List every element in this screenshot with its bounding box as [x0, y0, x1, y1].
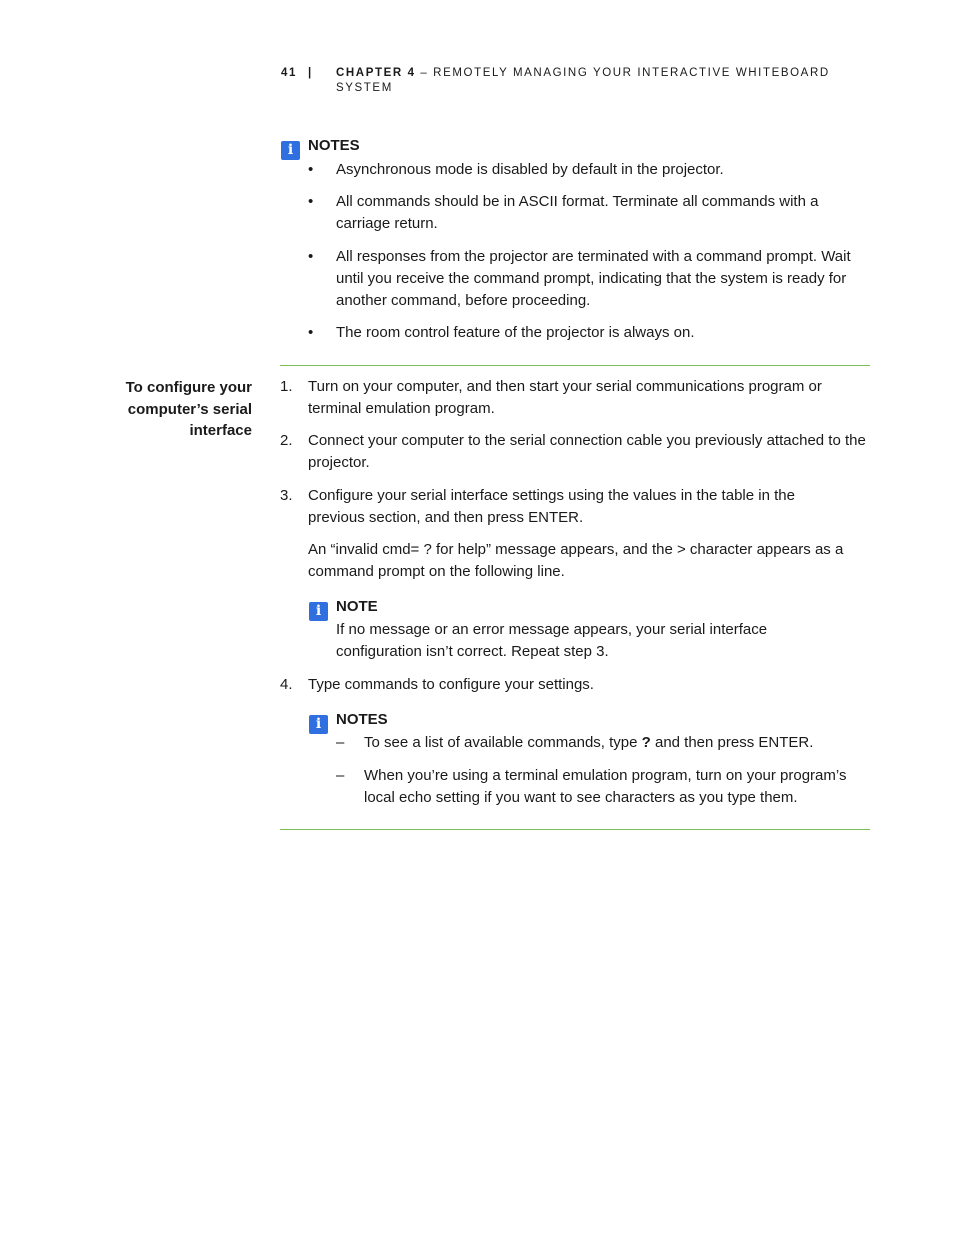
step-text: Type commands to configure your settings. — [308, 676, 594, 693]
dash-marker: – — [336, 767, 345, 784]
dash-marker: – — [336, 734, 345, 751]
note-item-text: To see a list of available commands, type — [364, 734, 642, 751]
bullet-marker: • — [308, 324, 314, 341]
note-item: All responses from the projector are terminated with a command prompt. Wait until you receive the command prompt, indicating that the system is ready for another command, before proceeding. — [336, 248, 851, 309]
page-number: 41 — [281, 67, 297, 79]
note-item: All commands should be in ASCII format. Terminate all commands with a carriage return. — [336, 193, 819, 232]
info-icon: i — [309, 715, 328, 734]
note-item-bold: ? — [641, 734, 651, 751]
step-number: 1. — [280, 378, 293, 395]
step-number: 2. — [280, 432, 293, 449]
note-item-text: and then press ENTER. — [650, 734, 814, 751]
chapter-title-text: – REMOTELY MANAGING YOUR INTERACTIVE WHITEBOARD SYSTEM — [336, 67, 830, 94]
note-text: If no message or an error message appears, your serial interface configuration isn’t correct. Repeat step 3. — [336, 621, 768, 660]
note-item: When you’re using a terminal emulation program, turn on your program’s local echo setting if you want to see characters as you type them. — [364, 767, 847, 806]
info-icon: i — [309, 602, 328, 621]
note-item — [364, 732, 864, 754]
step-number: 3. — [280, 487, 293, 504]
bullet-marker: • — [308, 193, 314, 210]
chapter-title — [336, 66, 861, 96]
note-item: Asynchronous mode is disabled by default in the projector. — [336, 161, 724, 178]
bullet-marker: • — [308, 161, 314, 178]
procedure-heading: To configure your computer’s serial interface — [125, 379, 252, 439]
notes-title: NOTES — [336, 711, 388, 728]
step-text: Connect your computer to the serial connection cable you previously attached to the projector. — [308, 432, 866, 471]
chapter-label: CHAPTER 4 — [336, 67, 416, 79]
step-followup-text: An “invalid cmd= ? for help” message appears, and the > character appears as a command prompt on the following line. — [308, 541, 844, 580]
section-divider — [280, 365, 870, 366]
step-text: Configure your serial interface settings using the values in the table in the previous section, and then press ENTER. — [308, 487, 795, 526]
header-separator: | — [308, 67, 313, 79]
bullet-marker: • — [308, 248, 314, 265]
note-title: NOTE — [336, 598, 378, 615]
step-text: Turn on your computer, and then start your serial communications program or terminal emulation program. — [308, 378, 822, 417]
note-item: The room control feature of the projector is always on. — [336, 324, 695, 341]
step-number: 4. — [280, 676, 293, 693]
notes-title: NOTES — [308, 137, 360, 154]
section-divider — [280, 829, 870, 830]
info-icon: i — [281, 141, 300, 160]
